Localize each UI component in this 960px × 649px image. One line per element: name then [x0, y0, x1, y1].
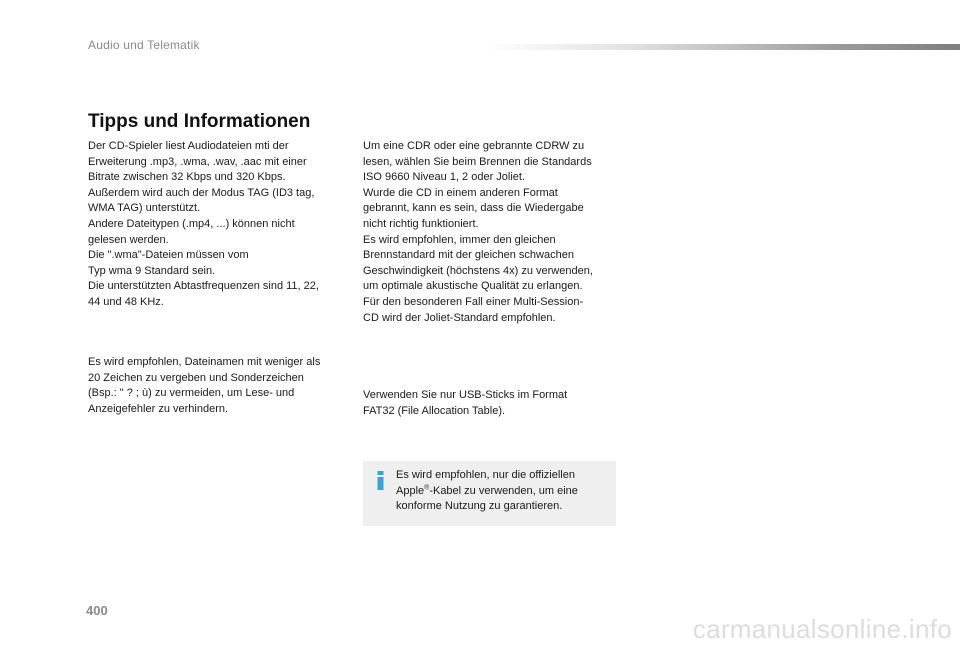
page-title: Tipps und Informationen [88, 111, 311, 132]
text-line: Es wird empfohlen, immer den gleichen [363, 233, 556, 246]
text-line: Für den besonderen Fall einer Multi-Session- [363, 295, 584, 308]
text-line: Es wird empfohlen, Dateinamen mit weniger als [88, 356, 321, 368]
text-line: Typ wma 9 Standard sein. [88, 264, 216, 277]
text-line: 44 und 48 KHz. [88, 295, 164, 308]
text-line: 20 Zeichen zu vergeben und Sonderzeichen [88, 371, 304, 384]
page-number: 400 [86, 603, 108, 618]
text-line: Um eine CDR oder eine gebrannte CDRW zu [363, 140, 585, 152]
text-line: Wurde die CD in einem anderen Format [363, 186, 558, 199]
text-line: nicht richtig funktioniert. [363, 217, 479, 230]
text-line: Geschwindigkeit (höchstens 4x) zu verwenden, [363, 264, 593, 277]
text-line: um optimale akustische Qualität zu erlangen. [363, 280, 583, 293]
text-line: Außerdem wird auch der Modus TAG (ID3 tag, [88, 186, 315, 199]
info-icon [376, 471, 385, 490]
info-text [396, 468, 578, 515]
section-header: Audio und Telematik [88, 38, 200, 52]
text-line: gelesen werden. [88, 233, 169, 246]
text-line [396, 484, 578, 500]
right-paragraph-usb [363, 388, 567, 419]
text-line: konforme Nutzung zu garantieren. [396, 500, 563, 513]
text-line: Bitrate zwischen 32 Kbps und 320 Kbps. [88, 171, 286, 184]
text-fragment: -Kabel zu verwenden, um eine [429, 484, 578, 497]
text-line: Verwenden Sie nur USB-Sticks im Format [363, 389, 568, 401]
right-paragraph-cdr [363, 139, 593, 326]
watermark: carmanualsonline.info [692, 614, 952, 644]
text-line: CD wird der Joliet-Standard empfohlen. [363, 311, 556, 324]
text-line: Es wird empfohlen, nur die offiziellen [396, 469, 575, 481]
text-line: lesen, wählen Sie beim Brennen die Standards [363, 155, 592, 168]
registered-mark: ® [424, 483, 430, 491]
apple-word: Apple [396, 484, 425, 497]
text-line: Die ".wma"-Dateien müssen vom [88, 249, 249, 262]
text-line: Die unterstützten Abtastfrequenzen sind 11, 22, [88, 280, 319, 293]
text-line: gebrannt, kann es sein, dass die Wiedergabe [363, 202, 584, 215]
text-line: Der CD-Spieler liest Audiodateien mti der [88, 140, 289, 152]
text-line: ISO 9660 Niveau 1, 2 oder Joliet. [363, 171, 526, 184]
header-rule [486, 44, 960, 50]
text-line: WMA TAG) unterstützt. [88, 202, 201, 215]
left-paragraph-formats [88, 139, 319, 311]
text-line: (Bsp.: " ? ; ù) zu vermeiden, um Lese- und [88, 387, 295, 400]
text-line: FAT32 (File Allocation Table). [363, 404, 506, 417]
info-box [363, 461, 616, 526]
text-line: Brennstandard mit der gleichen schwachen [363, 249, 574, 262]
text-line: Anzeigefehler zu verhindern. [88, 402, 229, 415]
text-line: Andere Dateitypen (.mp4, ...) können nicht [88, 217, 295, 230]
left-paragraph-filenames [88, 355, 320, 417]
text-line: Erweiterung .mp3, .wma, .wav, .aac mit einer [88, 155, 307, 168]
